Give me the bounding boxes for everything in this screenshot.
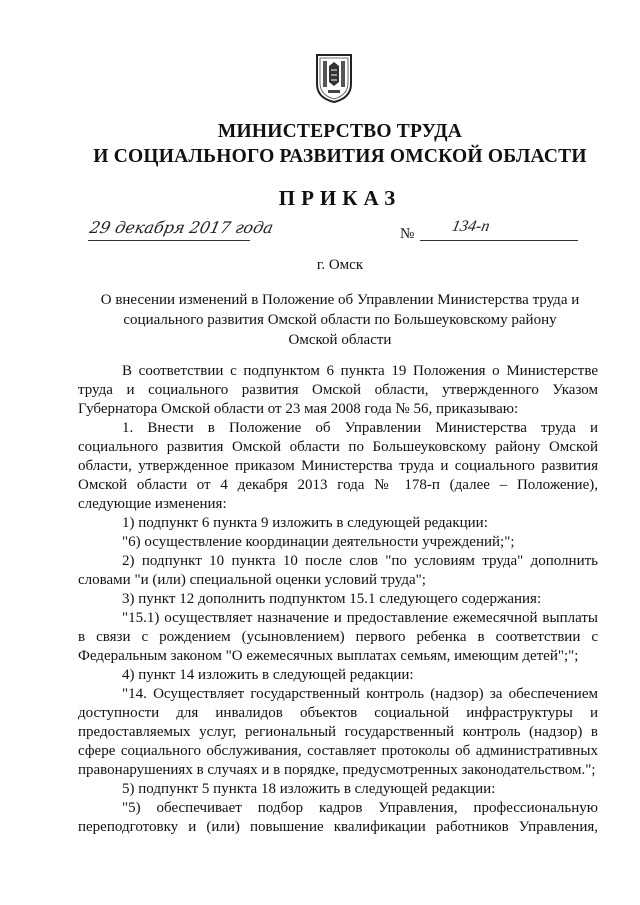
paragraph-subitem-1: 1) подпункт 6 пункта 9 изложить в следующей редакции: <box>122 515 488 531</box>
date-underline <box>88 240 250 241</box>
paragraph-subitem-3: 3) пункт 12 дополнить подпунктом 15.1 следующего содержания: <box>122 591 542 607</box>
order-date: 29 декабря 2017 года <box>87 218 276 237</box>
paragraph-subitem-4-text: "14. Осуществляет государственный контроль (надзор) за обеспечением доступности для инвалидов объектов социальной инфраструктуры и предоставляемых услуг, региональный государственный контроль (надзор) в сфере социального обслуживания, составляет протоколы об административных правонарушениях в случаях и в порядке, предусмотренных законодательством."; <box>78 686 598 778</box>
number-label: № <box>400 226 415 242</box>
subject-line: О внесении изменений в Положение об Управлении Министерства труда и <box>100 292 580 308</box>
number-underline <box>420 240 578 241</box>
paragraph-subitem-4: 4) пункт 14 изложить в следующей редакции: <box>122 667 414 683</box>
subject-line: Омской области <box>288 332 392 348</box>
city: г. Омск <box>316 257 364 273</box>
coat-of-arms-icon <box>314 52 354 104</box>
ministry-name-line1: МИНИСТЕРСТВО ТРУДА <box>217 121 463 142</box>
paragraph-subitem-5-text: "5) обеспечивает подбор кадров Управления, профессиональную переподготовку и (или) повышение квалификации работников Управления, <box>78 800 598 835</box>
ministry-name-line2: И СОЦИАЛЬНОГО РАЗВИТИЯ ОМСКОЙ ОБЛАСТИ <box>93 146 587 167</box>
paragraph-preamble: В соответствии с подпунктом 6 пункта 19 Положения о Министерстве труда и социального развития Омской области, утвержденного Указом Губернатора Омской области от 23 мая 2008 года № 56, приказываю: <box>78 363 598 417</box>
subject-line: социального развития Омской области по Большеуковскому району <box>123 312 557 328</box>
document-type-title: ПРИКАЗ <box>278 186 402 210</box>
order-number: 134-п <box>450 218 492 235</box>
paragraph-item-1: 1. Внести в Положение об Управлении Министерства труда и социального развития Омской области по Большеуковскому району Омской области, утвержденное приказом Министерства труда и социального развития Омской области от 4 декабря 2013 года № 178-п (далее – Положение), следующие изменения: <box>78 420 598 512</box>
paragraph-subitem-5: 5) подпункт 5 пункта 18 изложить в следующей редакции: <box>122 781 496 797</box>
paragraph-subitem-3-text: "15.1) осуществляет назначение и предоставление ежемесячной выплаты в связи с рождением (усыновлением) первого ребенка в соответствии с Федеральным законом "О ежемесячных выплатах семьям, имеющим детей";"; <box>78 610 598 664</box>
paragraph-subitem-1-text: "6) осуществление координации деятельности учреждений;"; <box>122 534 515 550</box>
order-subject <box>90 290 590 350</box>
paragraph-subitem-2: 2) подпункт 10 пункта 10 после слов "по условиям труда" дополнить словами "и (или) специальной оценки условий труда"; <box>78 553 598 588</box>
order-body <box>78 362 598 837</box>
